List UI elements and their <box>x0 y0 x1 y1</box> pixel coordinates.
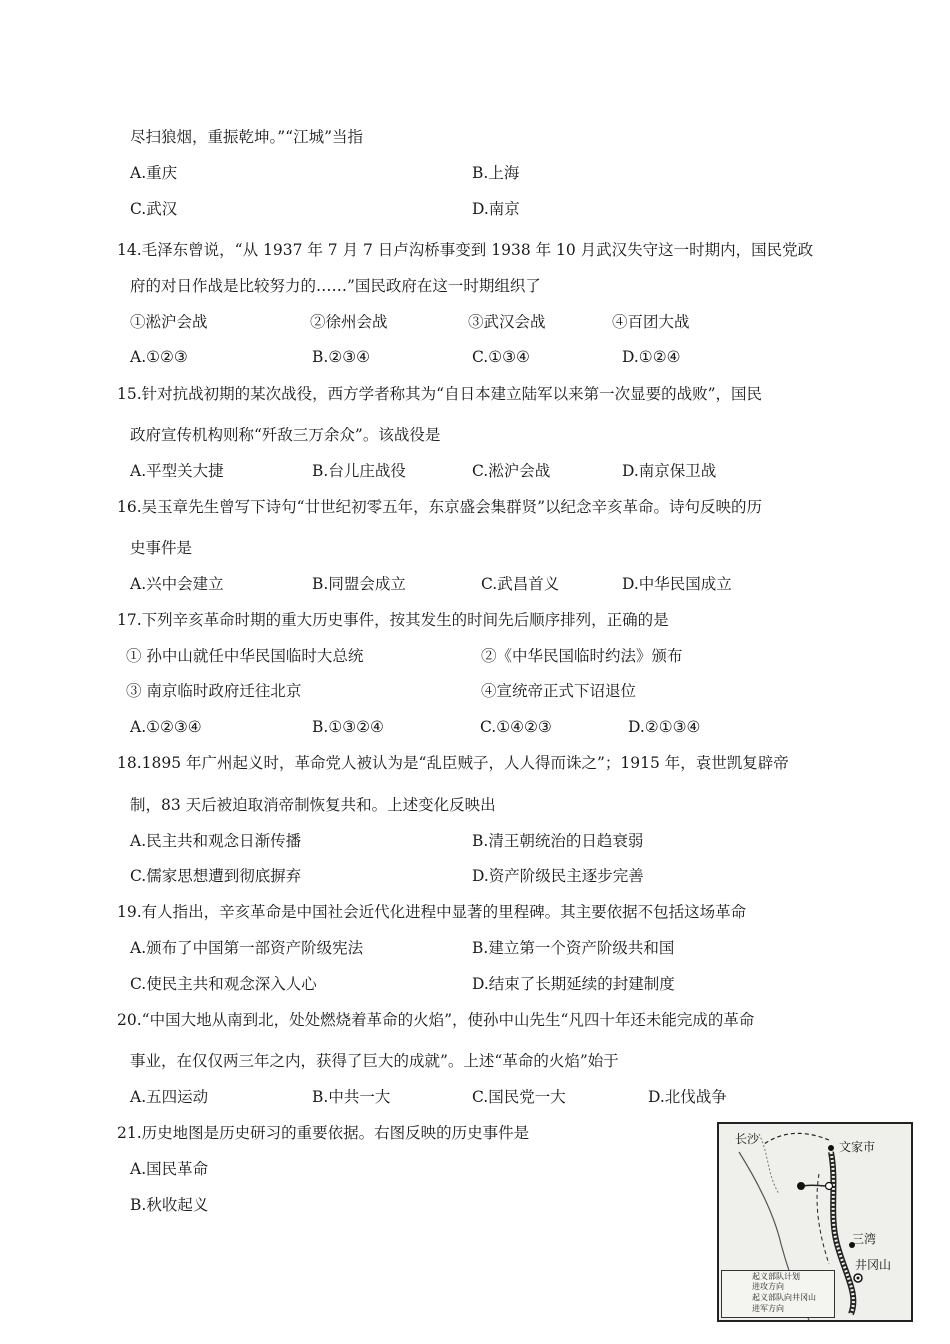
q17-item-4: ④宣统帝正式下诏退位 <box>481 682 637 700</box>
q14-item-2: ②徐州会战 <box>310 313 388 331</box>
position-circle <box>826 1183 833 1190</box>
q15-stem-line1: 15.针对抗战初期的某次战役，西方学者称其为“自日本建立陆军以来第一次显要的战败”，国民 <box>117 385 763 403</box>
q19-stem: 19.有人指出，辛亥革命是中国社会近代化进程中显著的里程碑。其主要依据不包括这场革命 <box>117 903 747 921</box>
map-label-changsha: 长沙 <box>735 1132 760 1146</box>
q14-stem-line2: 府的对日作战是比较努力的……”国民政府在这一时期组织了 <box>130 277 541 295</box>
q18-option-b[interactable]: B.清王朝统治的日趋衰弱 <box>472 832 644 850</box>
q14-item-1: ①淞沪会战 <box>130 313 208 331</box>
q13-option-d[interactable]: D.南京 <box>472 200 520 218</box>
q15-stem-line2: 政府宣传机构则称“歼敌三万余众”。该战役是 <box>130 426 441 444</box>
q20-stem-line1: 20.“中国大地从南到北，处处燃烧着革命的火焰”，使孙中山先生“凡四十年还未能完成的革命 <box>117 1011 755 1029</box>
q18-stem-line1: 18.1895 年广州起义时，革命党人被认为是“乱臣贼子，人人得而诛之”；1915 年，袁世凯复辟帝 <box>117 754 789 772</box>
q16-stem-line2: 史事件是 <box>130 539 193 557</box>
historical-map <box>717 1122 913 1322</box>
q14-item-3: ③武汉会战 <box>468 313 546 331</box>
position-dot <box>797 1182 805 1190</box>
map-label-wenjiashi: 文家市 <box>839 1140 876 1154</box>
q13-stem: 尽扫狼烟，重振乾坤。”“江城”当指 <box>130 128 364 146</box>
q20-option-b[interactable]: B.中共一大 <box>312 1088 391 1106</box>
q16-stem-line1: 16.吴玉章先生曾写下诗句“廿世纪初零五年，东京盛会集群贤”以纪念辛亥革命。诗句反映的历 <box>117 498 763 516</box>
q19-option-b[interactable]: B.建立第一个资产阶级共和国 <box>472 939 675 957</box>
q17-item-1: ① 孙中山就任中华民国临时大总统 <box>126 647 364 665</box>
q15-option-d[interactable]: D.南京保卫战 <box>622 462 717 480</box>
q21-option-b[interactable]: B.秋收起义 <box>130 1196 209 1214</box>
q19-option-c[interactable]: C.使民主共和观念深入人心 <box>130 975 317 993</box>
q18-option-a[interactable]: A.民主共和观念日渐传播 <box>130 832 302 850</box>
q16-option-d[interactable]: D.中华民国成立 <box>622 575 732 593</box>
q14-stem-line1: 14.毛泽东曾说，“从 1937 年 7 月 7 日卢沟桥事变到 1938 年 10 月武汉失守这一时期内，国民党政 <box>117 241 814 259</box>
wenjiashi-dot <box>828 1145 834 1151</box>
map-legend <box>721 1270 835 1318</box>
q19-option-a[interactable]: A.颁布了中国第一部资产阶级宪法 <box>130 939 364 957</box>
q14-option-a[interactable]: A.①②③ <box>130 348 188 366</box>
q14-option-c[interactable]: C.①③④ <box>472 348 530 366</box>
q15-option-b[interactable]: B.台儿庄战役 <box>312 462 406 480</box>
q21-option-a[interactable]: A.国民革命 <box>130 1160 209 1178</box>
q16-option-c[interactable]: C.武昌首义 <box>481 575 560 593</box>
planned-attack-route-1 <box>764 1133 829 1144</box>
q21-stem: 21.历史地图是历史研习的重要依据。右图反映的历史事件是 <box>117 1124 530 1142</box>
legend-planned-line2: 进攻方向 <box>752 1282 784 1291</box>
legend-planned-line1: 起义部队计划 <box>752 1272 800 1281</box>
q17-option-b[interactable]: B.①③②④ <box>312 718 384 736</box>
map-label-sanwan: 三湾 <box>852 1232 877 1246</box>
q18-stem-line2: 制，83 天后被迫取消帝制恢复共和。上述变化反映出 <box>130 796 496 814</box>
q17-option-a[interactable]: A.①②③④ <box>130 718 202 736</box>
q14-option-d[interactable]: D.①②④ <box>622 348 681 366</box>
q15-option-a[interactable]: A.平型关大捷 <box>130 462 224 480</box>
q13-option-a[interactable]: A.重庆 <box>130 164 178 182</box>
q20-option-a[interactable]: A.五四运动 <box>130 1088 209 1106</box>
q17-option-c[interactable]: C.①④②③ <box>480 718 552 736</box>
legend-march-line1: 起义部队向井冈山 <box>752 1293 816 1302</box>
q18-option-d[interactable]: D.资产阶级民主逐步完善 <box>472 867 644 885</box>
q20-stem-line2: 事业，在仅仅两三年之内，获得了巨大的成就”。上述“革命的火焰”始于 <box>130 1052 619 1070</box>
q20-option-d[interactable]: D.北伐战争 <box>648 1088 727 1106</box>
q13-option-b[interactable]: B.上海 <box>472 164 520 182</box>
map-label-jinggangshan: 井冈山 <box>855 1258 892 1272</box>
q17-item-3: ③ 南京临时政府迁往北京 <box>126 682 302 700</box>
legend-march-line2: 进军方向 <box>752 1304 784 1313</box>
q17-item-2: ②《中华民国临时约法》颁布 <box>481 647 683 665</box>
q13-option-c[interactable]: C.武汉 <box>130 200 178 218</box>
q16-option-a[interactable]: A.兴中会建立 <box>130 575 224 593</box>
q17-stem: 17.下列辛亥革命时期的重大历史事件，按其发生的时间先后顺序排列，正确的是 <box>117 611 669 629</box>
q20-option-c[interactable]: C.国民党一大 <box>472 1088 566 1106</box>
q14-item-4: ④百团大战 <box>612 313 690 331</box>
q14-option-b[interactable]: B.②③④ <box>312 348 371 366</box>
q17-option-d[interactable]: D.②①③④ <box>628 718 701 736</box>
q16-option-b[interactable]: B.同盟会成立 <box>312 575 406 593</box>
q15-option-c[interactable]: C.淞沪会战 <box>472 462 551 480</box>
q19-option-d[interactable]: D.结束了长期延续的封建制度 <box>472 975 675 993</box>
q18-option-c[interactable]: C.儒家思想遭到彻底摒弃 <box>130 867 302 885</box>
